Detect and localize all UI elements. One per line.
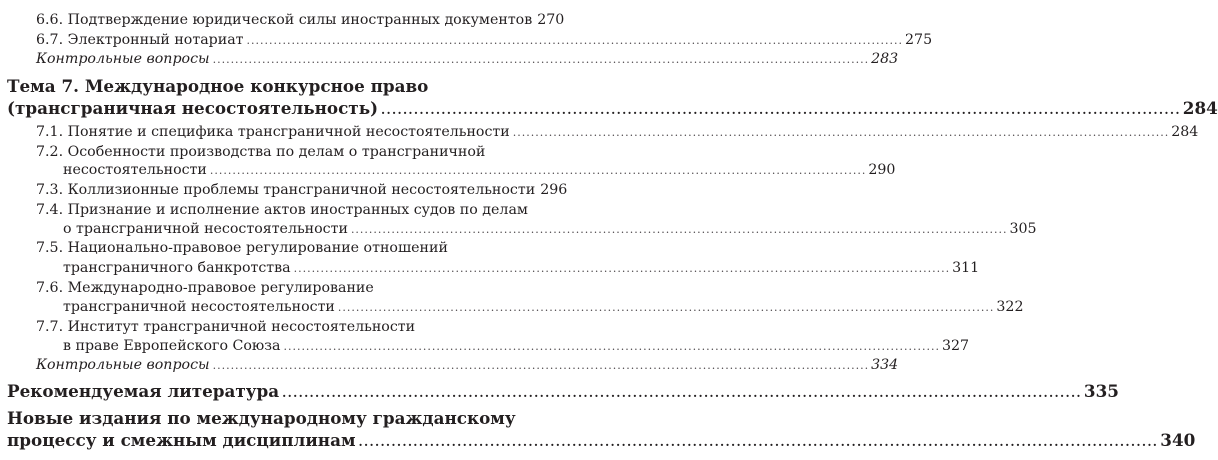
toc-entry-title-line2: о трансграничной несостоятельности <box>63 221 348 237</box>
leader-dots: .................................................................................................................................................. <box>209 164 867 177</box>
toc-page-number: 311 <box>952 260 980 276</box>
leader-dots: .................................................................................................................................................. <box>282 386 1082 400</box>
leader-dots: .................................................................................................................................................. <box>283 340 940 353</box>
toc-entry-title-line2: трансграничного банкротства <box>63 260 291 276</box>
toc-page-number: 335 <box>1083 381 1119 401</box>
toc-entry-title-line2: в праве Европейского Союза <box>63 338 281 354</box>
toc-entry-title-line1: 7.4. Признание и исполнение актов иностранных судов по делам <box>36 202 528 218</box>
toc-entry-title-line2: процессу и смежным дисциплинам <box>7 430 356 450</box>
toc-page-number: 334 <box>871 357 899 373</box>
leader-dots: .................................................................................................................................................. <box>358 435 1159 449</box>
toc-page-number: 290 <box>868 162 896 178</box>
toc-entry-title-line2: несостоятельности <box>63 162 207 178</box>
leader-dots: .................................................................................................................................................. <box>212 53 870 66</box>
toc-entry-title: Рекомендуемая литература <box>7 381 280 401</box>
toc-page-number: 296 <box>540 182 568 198</box>
toc-entry-title-line1: 7.2. Особенности производства по делам о трансграничной <box>36 144 486 160</box>
toc-entry-title-line1: 7.6. Международно-правовое регулирование <box>36 280 374 296</box>
toc-topic-title-line2: (трансграничная несостоятельность) <box>7 98 379 118</box>
toc-entry-title: Контрольные вопросы <box>36 357 210 373</box>
toc-topic-title-line1: Тема 7. Международное конкурсное право <box>7 76 429 96</box>
toc-page-number: 327 <box>941 338 970 354</box>
toc-entry-title: 6.7. Электронный нотариат <box>36 32 244 48</box>
toc-entry-title-line1: 7.5. Национально-правовое регулирование отношений <box>36 240 448 256</box>
toc-entry-title-line1: 7.7. Институт трансграничной несостоятельности <box>36 319 416 335</box>
toc-entry-title: 7.3. Коллизионные проблемы трансграничной несостоятельности <box>36 182 536 198</box>
toc-page-number: 305 <box>1009 221 1037 237</box>
toc-page-number: 340 <box>1160 430 1196 450</box>
toc-entry-title: 6.6. Подтверждение юридической силы иностранных документов <box>36 12 533 28</box>
leader-dots: .................................................................................................................................................. <box>246 34 904 47</box>
toc-entry-title: Контрольные вопросы <box>36 51 210 67</box>
leader-dots: .................................................................................................................................................. <box>512 126 1170 139</box>
leader-dots: .................................................................................................................................................. <box>293 262 951 275</box>
toc-page-number: 284 <box>1182 98 1218 118</box>
toc-page-number: 275 <box>905 32 933 48</box>
leader-dots: .................................................................................................................................................. <box>381 103 1181 117</box>
toc-page-number: 283 <box>871 51 899 67</box>
toc-page-number: 284 <box>1171 124 1199 140</box>
toc-page-number: 270 <box>537 12 565 28</box>
toc-entry-title: 7.1. Понятие и специфика трансграничной несостоятельности <box>36 124 510 140</box>
toc-page-number: 322 <box>996 299 1024 315</box>
leader-dots: .................................................................................................................................................. <box>337 301 995 314</box>
leader-dots: .................................................................................................................................................. <box>212 359 870 372</box>
toc-entry-title-line2: трансграничной несостоятельности <box>63 299 335 315</box>
toc-entry-title-line1: Новые издания по международному гражданскому <box>7 408 516 428</box>
leader-dots: .................................................................................................................................................. <box>350 223 1008 236</box>
